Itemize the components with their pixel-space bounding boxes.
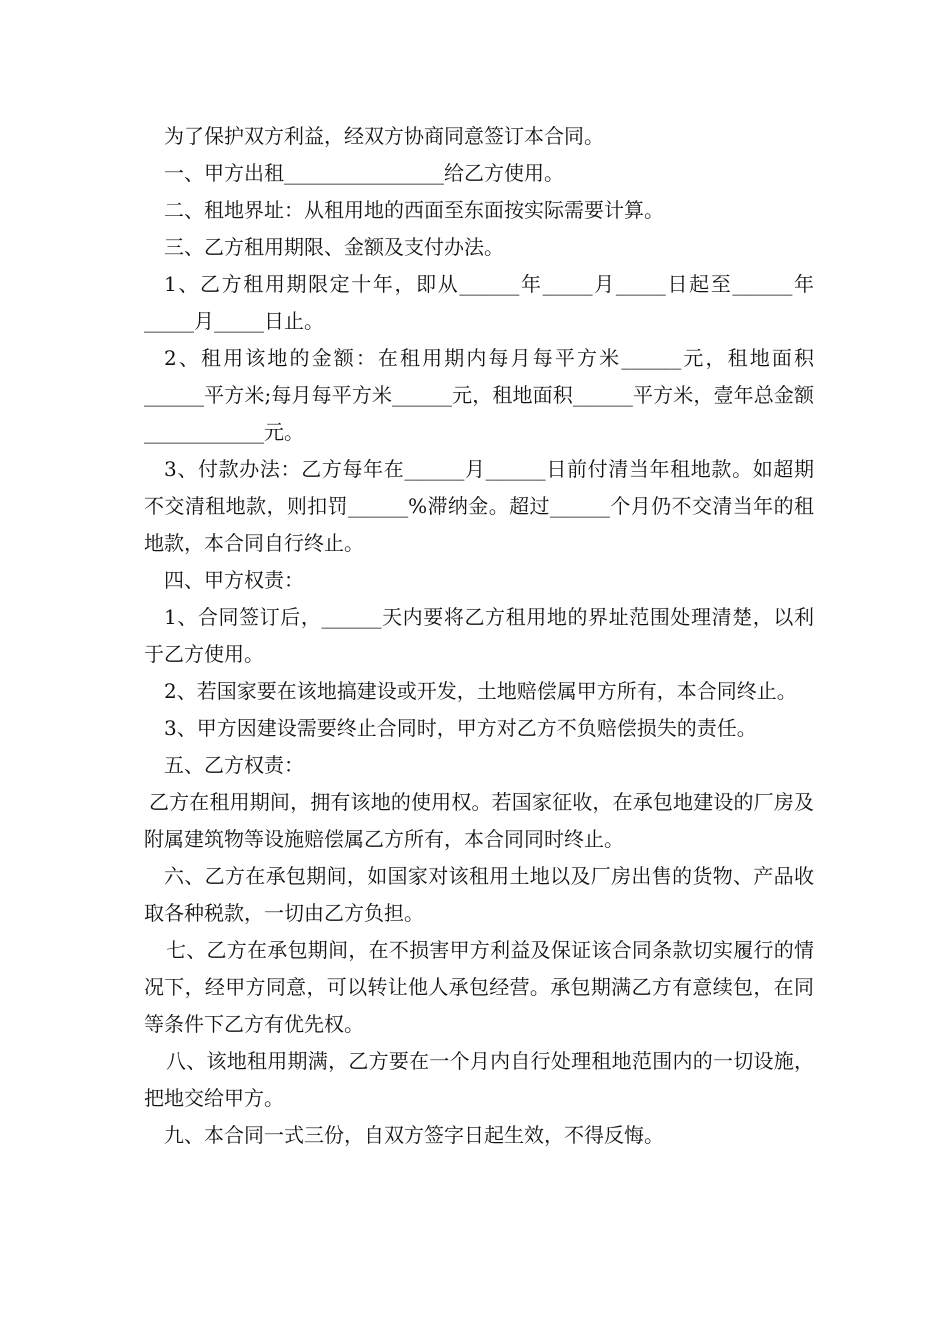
clause-3: 三、乙方租用期限、金额及支付办法。 — [164, 235, 504, 259]
clause-4-item-1: 1、合同签订后，______天内要将乙方租用地的界址范围处理清楚，以利于乙方使用。 — [144, 605, 814, 666]
clause-3-item-3: 3、付款办法：乙方每年在______月______日前付清当年租地款。如超期不交清租地款，则扣罚______%滞纳金。超过______个月仍不交清当年的租地款，本合同自行终止。 — [144, 457, 814, 555]
clause-6: 六、乙方在承包期间，如国家对该租用土地以及厂房出售的货物、产品收取各种税款，一切由乙方负担。 — [144, 864, 814, 925]
clause-8: 八、该地租用期满，乙方要在一个月内自行处理租地范围内的一切设施，把地交给甲方。 — [144, 1049, 814, 1110]
clause-4-item-3: 3、甲方因建设需要终止合同时，甲方对乙方不负赔偿损失的责任。 — [164, 716, 757, 740]
clause-3-item-2: 2、租用该地的金额：在租用期内每月每平方米______元，租地面积______平方米;每月每平方米______元，租地面积______平方米，壹年总金额____________元。 — [144, 346, 814, 444]
intro-paragraph: 为了保护双方利益，经双方协商同意签订本合同。 — [164, 124, 604, 148]
clause-5-item-1: 乙方在租用期间，拥有该地的使用权。若国家征收，在承包地建设的厂房及附属建筑物等设施赔偿属乙方所有，本合同同时终止。 — [144, 790, 814, 851]
clause-7: 七、乙方在承包期间，在不损害甲方利益及保证该合同条款切实履行的情况下，经甲方同意，可以转让他人承包经营。承包期满乙方有意续包，在同等条件下乙方有优先权。 — [144, 938, 814, 1036]
clause-5: 五、乙方权责： — [164, 753, 304, 777]
clause-3-item-1: 1、乙方租用期限定十年，即从______年_____月_____日起至______年_____月_____日止。 — [144, 272, 814, 333]
clause-9: 九、本合同一式三份，自双方签字日起生效，不得反悔。 — [164, 1123, 664, 1147]
clause-1: 一、甲方出租________________给乙方使用。 — [164, 161, 564, 185]
contract-body — [144, 118, 814, 1154]
clause-4: 四、甲方权责： — [164, 568, 304, 592]
clause-2: 二、租地界址：从租用地的西面至东面按实际需要计算。 — [164, 198, 664, 222]
clause-4-item-2: 2、若国家要在该地搞建设或开发，土地赔偿属甲方所有，本合同终止。 — [164, 679, 797, 703]
